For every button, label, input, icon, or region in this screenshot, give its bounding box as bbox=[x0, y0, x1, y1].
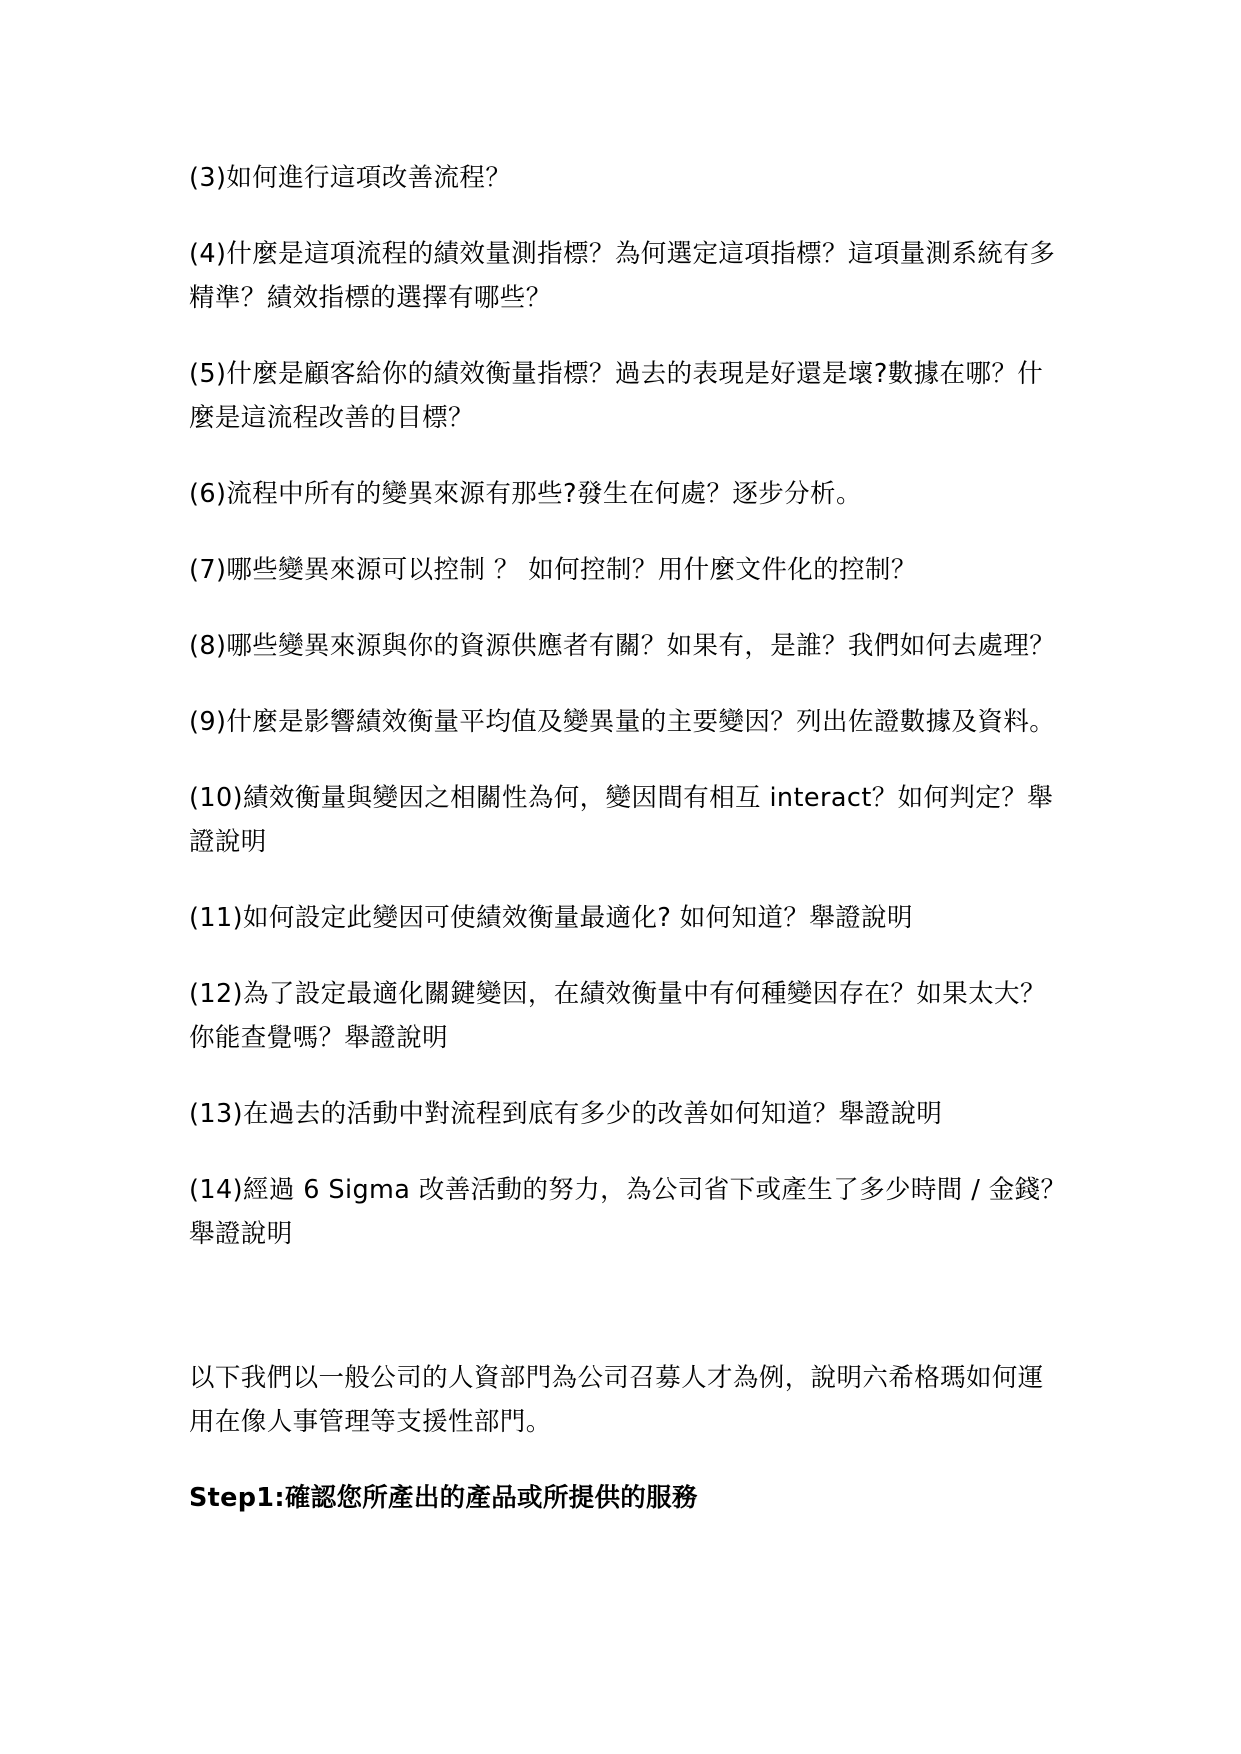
step1-heading: Step1:確認您所產出的產品或所提供的服務 bbox=[189, 1483, 698, 1513]
question-6: (6)流程中所有的變異來源有那些?發生在何處？逐步分析。 bbox=[189, 479, 862, 509]
document-page bbox=[189, 156, 1069, 1520]
question-12: (12)為了設定最適化關鍵變因，在績效衡量中有何種變因存在？如果太大？你能查覺嗎？舉證說明 bbox=[189, 979, 1046, 1053]
question-11: (11)如何設定此變因可使績效衡量最適化? 如何知道？舉證說明 bbox=[189, 903, 913, 933]
summary-paragraph: 以下我們以一般公司的人資部門為公司召募人才為例，說明六希格瑪如何運用在像人事管理等支援性部門。 bbox=[189, 1363, 1044, 1437]
question-5: (5)什麼是顧客給你的績效衡量指標？過去的表現是好還是壞?數據在哪？什麼是這流程改善的目標？ bbox=[189, 359, 1044, 433]
question-8: (8)哪些變異來源與你的資源供應者有關？如果有，是誰？我們如何去處理？ bbox=[189, 631, 1056, 661]
question-10: (10)績效衡量與變因之相關性為何，變因間有相互 interact？如何判定？舉證說明 bbox=[189, 783, 1054, 857]
question-9: (9)什麼是影響績效衡量平均值及變異量的主要變因？列出佐證數據及資料。 bbox=[189, 707, 1056, 737]
question-14: (14)經過 6 Sigma 改善活動的努力，為公司省下或產生了多少時間 / 金錢？舉證說明 bbox=[189, 1175, 1067, 1249]
question-3: (3)如何進行這項改善流程？ bbox=[189, 163, 512, 193]
question-13: (13)在過去的活動中對流程到底有多少的改善如何知道？舉證說明 bbox=[189, 1099, 943, 1129]
question-7: (7)哪些變異來源可以控制 ？ 如何控制？用什麼文件化的控制？ bbox=[189, 555, 917, 585]
question-4: (4)什麼是這項流程的績效量測指標？為何選定這項指標？這項量測系統有多精準？績效指標的選擇有哪些？ bbox=[189, 239, 1056, 313]
